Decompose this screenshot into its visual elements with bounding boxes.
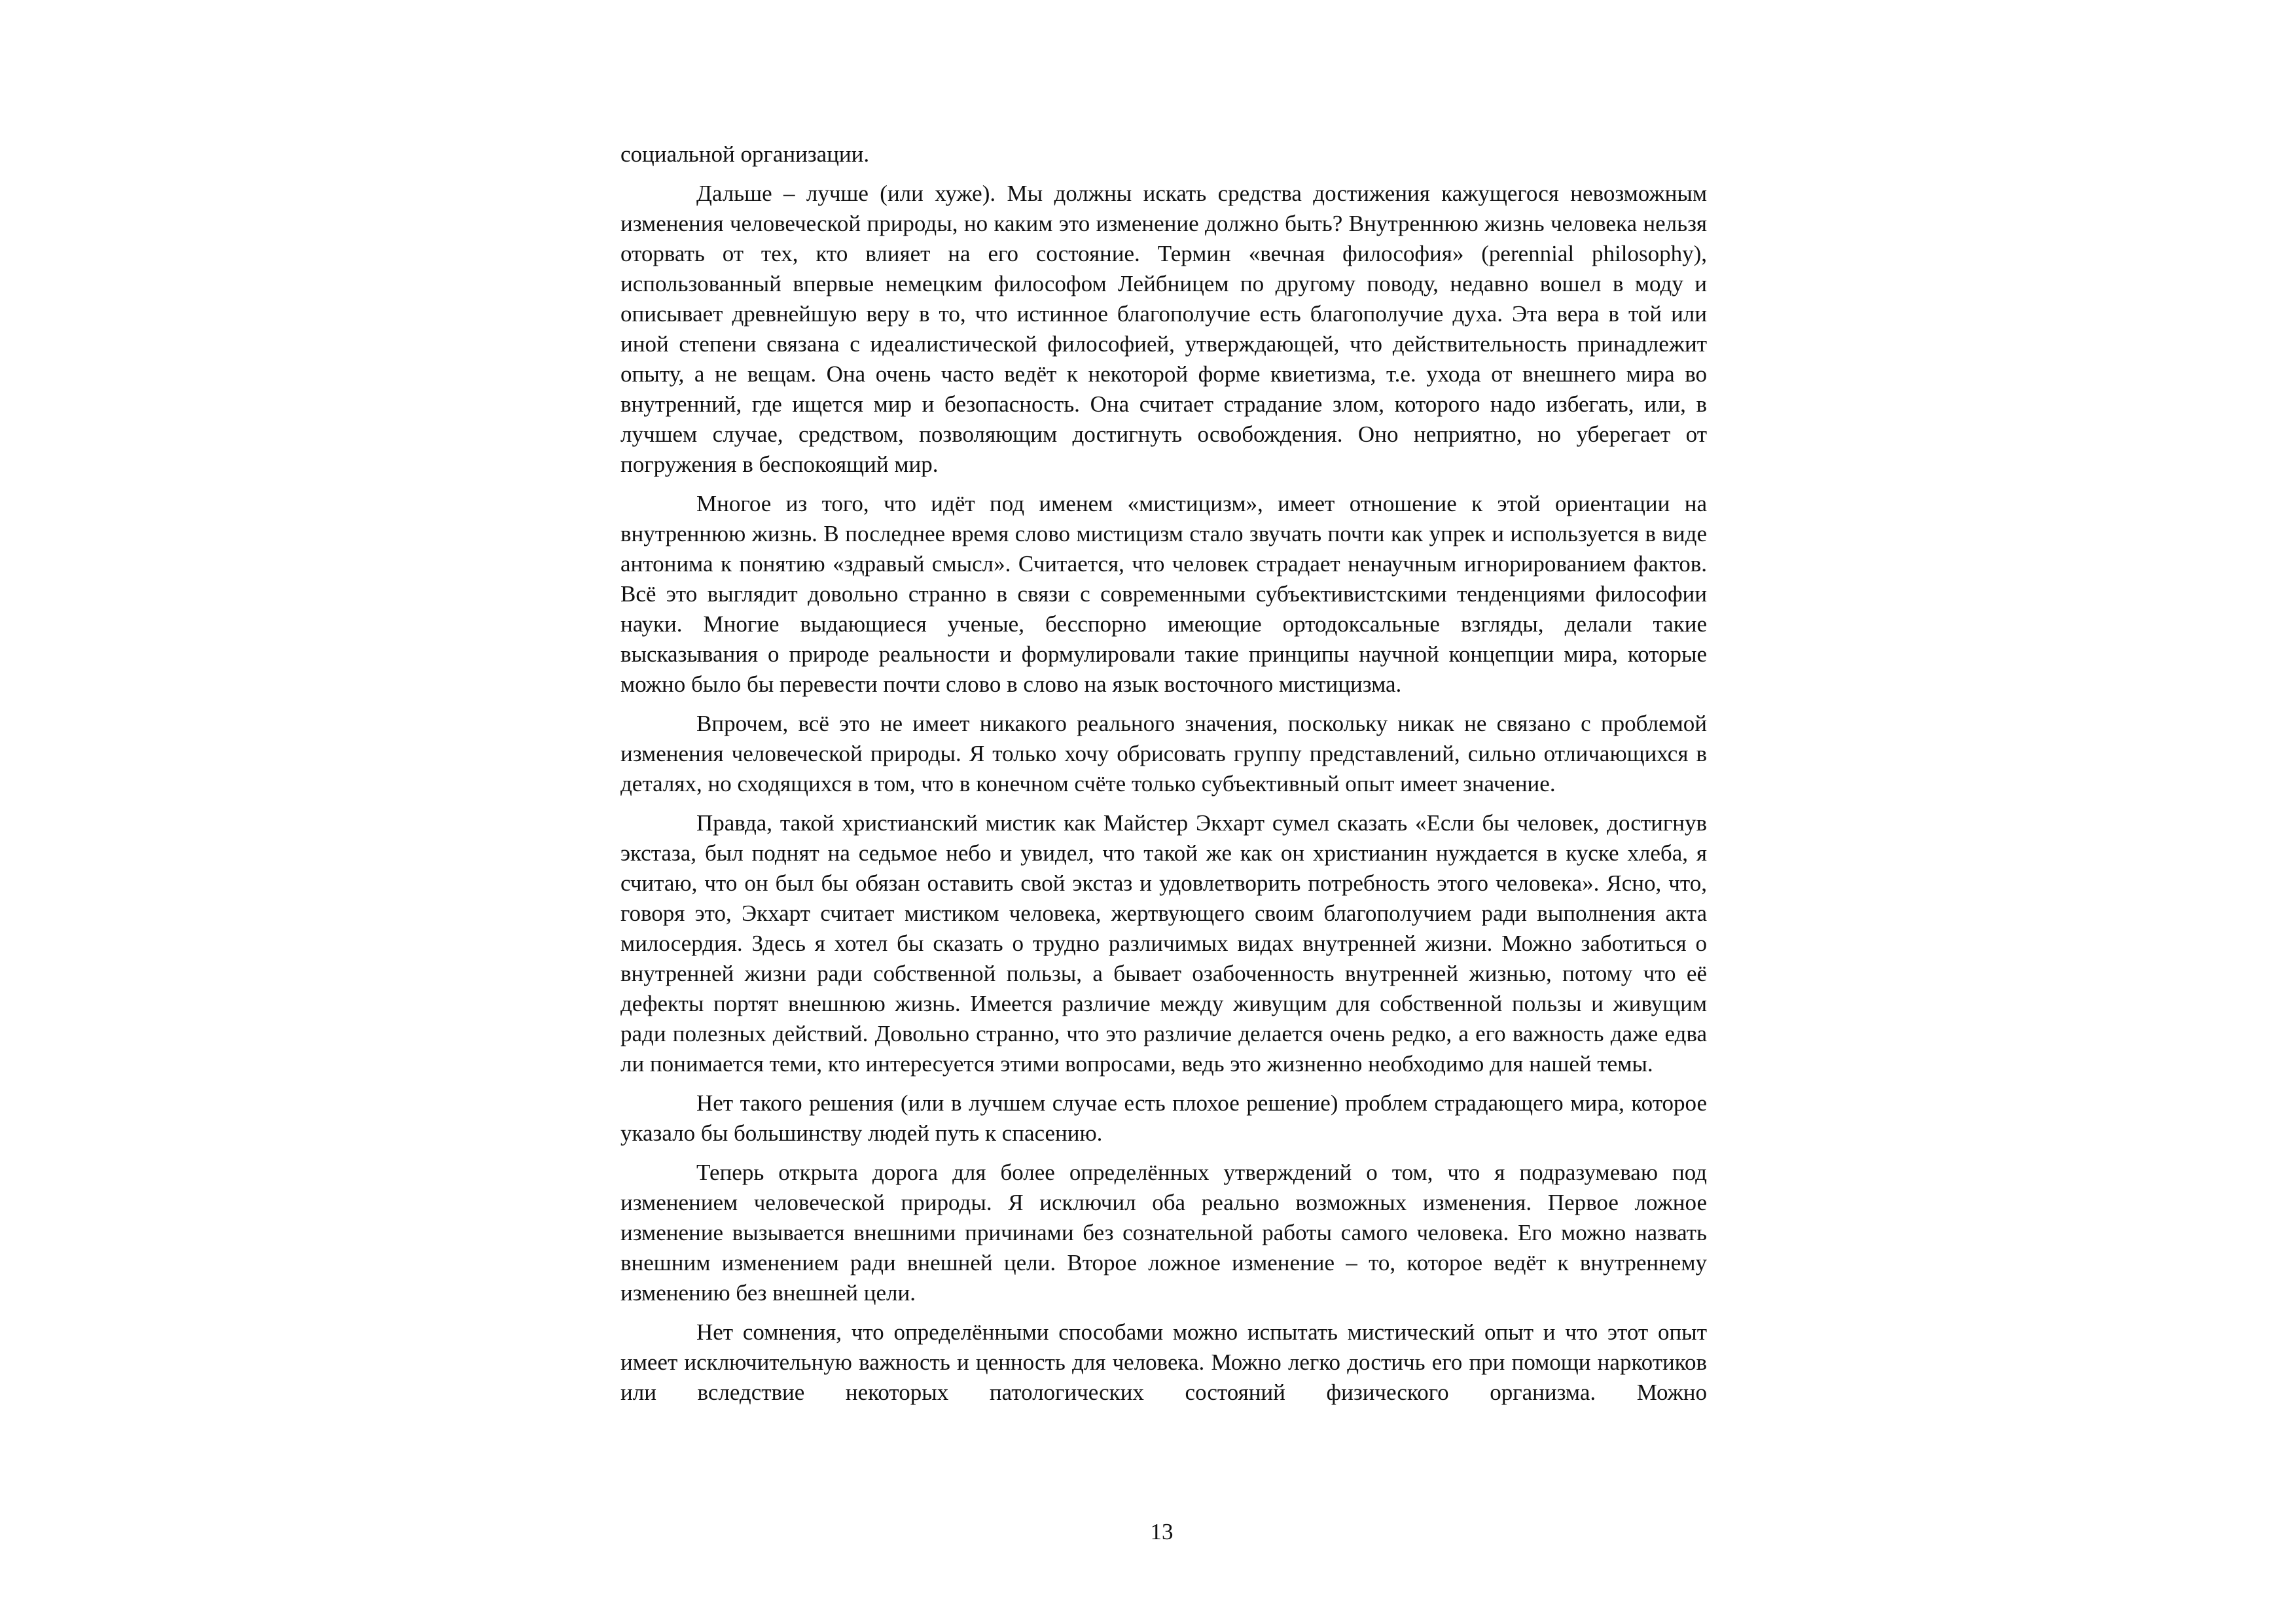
paragraph: Теперь открыта дорога для более определённых утверждений о том, что я подразумеваю под изменением человеческой природы. Я исключил оба реально возможных изменения. Первое ложное изменение вызывается внешними причинами без сознательной работы самого человека. Его можно назвать внешним изменением ради внешней цели. Второе ложное изменение – то, которое ведёт к внутреннему изменению без внешней цели. xyxy=(620,1160,1707,1306)
paragraph: Многое из того, что идёт под именем «мистицизм», имеет отношение к этой ориентации на внутреннюю жизнь. В последнее время слово мистицизм стало звучать почти как упрек и используется в виде антонима к понятию «здравый смысл». Считается, что человек страдает ненаучным игнорированием фактов. Всё это выглядит довольно странно в связи с современными субъективистскими тенденциями философии науки. Многие выдающиеся ученые, бесспорно имеющие ортодоксальные взгляды, делали такие высказывания о природе реальности и формулировали такие принципы научной концепции мира, которые можно было бы перевести почти слово в слово на язык восточного мистицизма. xyxy=(620,491,1707,697)
paragraph: Впрочем, всё это не имеет никакого реального значения, поскольку никак не связано с проблемой изменения человеческой природы. Я только хочу обрисовать группу представлений, сильно отличающихся в деталях, но сходящихся в том, что в конечном счёте только субъективный опыт имеет значение. xyxy=(620,711,1707,796)
page-body xyxy=(620,139,1707,1417)
paragraph: Нет такого решения (или в лучшем случае есть плохое решение) проблем страдающего мира, которое указало бы большинству людей путь к спасению. xyxy=(620,1090,1707,1146)
paragraph-continuation: социальной организации. xyxy=(620,141,870,167)
paragraph: Дальше – лучше (или хуже). Мы должны искать средства достижения кажущегося невозможным изменения человеческой природы, но каким это изменение должно быть? Внутреннюю жизнь человека нельзя оторвать от тех, кто влияет на его состояние. Термин «вечная философия» (perennial philosophy), использованный впервые немецким философом Лейбницем по другому поводу, недавно вошел в моду и описывает древнейшую веру в то, что истинное благополучие есть благополучие духа. Эта вера в той или иной степени связана с идеалистической философией, утверждающей, что действительность принадлежит опыту, а не вещам. Она очень часто ведёт к некоторой форме квиетизма, т.е. ухода от внешнего мира во внутренний, где ищется мир и безопасность. Она считает страдание злом, которого надо избегать, или, в лучшем случае, средством, позволяющим достигнуть освобождения. Оно неприятно, но уберегает от погружения в беспокоящий мир. xyxy=(620,181,1707,477)
page-number: 13 xyxy=(1150,1519,1174,1544)
paragraph-truncated: Нет сомнения, что определёнными способами можно испытать мистический опыт и что этот опыт имеет исключительную важность и ценность для человека. Можно легко достичь его при помощи наркотиков или вследствие некоторых патологических состояний физического организма. Можно xyxy=(620,1319,1707,1405)
paragraph: Правда, такой христианский мистик как Майстер Экхарт сумел сказать «Если бы человек, достигнув экстаза, был поднят на седьмое небо и увидел, что такой же как он христианин нуждается в куске хлеба, я считаю, что он был бы обязан оставить свой экстаз и удовлетворить потребность этого человека». Ясно, что, говоря это, Экхарт считает мистиком человека, жертвующего своим благополучием ради выполнения акта милосердия. Здесь я хотел бы сказать о трудно различимых видах внутренней жизни. Можно заботиться о внутренней жизни ради собственной пользы, а бывает озабоченность внутренней жизнью, потому что её дефекты портят внешнюю жизнь. Имеется различие между живущим для собственной пользы и живущим ради полезных действий. Довольно странно, что это различие делается очень редко, а его важность даже едва ли понимается теми, кто интересуется этими вопросами, ведь это жизненно необходимо для нашей темы. xyxy=(620,810,1707,1077)
